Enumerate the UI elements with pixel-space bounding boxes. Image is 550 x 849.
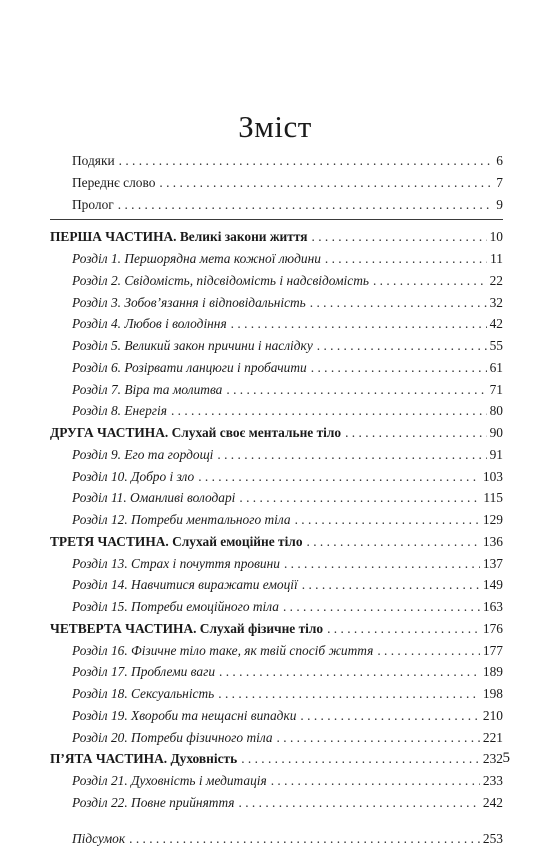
dot-leader	[118, 194, 494, 216]
entry-label: Підсумок	[50, 828, 125, 849]
entry-page: 177	[483, 640, 503, 662]
toc-chapter[interactable]	[50, 357, 503, 379]
chapter-label: Розділ 6. Розірвати ланцюги і пробачити	[50, 357, 307, 379]
dot-leader	[373, 270, 487, 292]
entry-page: 137	[483, 553, 503, 575]
chapter-label: Розділ 20. Потреби фізичного тіла	[50, 727, 273, 749]
toc-chapter[interactable]	[50, 553, 503, 575]
part-label: ТРЕТЯ ЧАСТИНА. Слухай емоційне тіло	[50, 531, 303, 553]
dot-leader	[283, 596, 480, 618]
entry-page: 42	[490, 313, 503, 335]
chapter-label: Розділ 8. Енергія	[50, 400, 167, 422]
dot-leader	[129, 828, 480, 849]
chapter-label: Розділ 18. Сексуальність	[50, 683, 214, 705]
toc-part-5[interactable]	[50, 748, 503, 770]
entry-page: 61	[490, 357, 503, 379]
toc-part-3[interactable]	[50, 531, 503, 553]
dot-leader	[295, 509, 480, 531]
toc-chapter[interactable]	[50, 683, 503, 705]
dot-leader	[159, 172, 493, 194]
chapter-label: Розділ 17. Проблеми ваги	[50, 661, 215, 683]
dot-leader	[345, 422, 487, 444]
dot-leader	[300, 705, 479, 727]
chapter-label: Розділ 12. Потреби ментального тіла	[50, 509, 291, 531]
chapter-label: Розділ 2. Свідомість, підсвідомість і надсвідомість	[50, 270, 369, 292]
dot-leader	[310, 292, 487, 314]
toc-chapter[interactable]	[50, 292, 503, 314]
toc-part-4[interactable]	[50, 618, 503, 640]
toc-chapter[interactable]	[50, 335, 503, 357]
dot-leader	[198, 466, 480, 488]
chapter-label: Розділ 16. Фізичне тіло таке, як твій спосіб життя	[50, 640, 373, 662]
dot-leader	[271, 770, 480, 792]
entry-page: 32	[490, 292, 503, 314]
table-of-contents	[50, 150, 503, 849]
part-label: ПЕРША ЧАСТИНА. Великі закони життя	[50, 226, 308, 248]
toc-entry-foreword[interactable]	[50, 172, 503, 194]
page-number: 5	[490, 748, 510, 768]
chapter-label: Розділ 19. Хвороби та нещасні випадки	[50, 705, 296, 727]
chapter-label: Розділ 11. Оманливі володарі	[50, 487, 235, 509]
chapter-label: Розділ 10. Добро і зло	[50, 466, 194, 488]
toc-chapter[interactable]	[50, 661, 503, 683]
entry-label: Переднє слово	[50, 172, 155, 194]
toc-title: Зміст	[0, 107, 550, 147]
dot-leader	[171, 400, 487, 422]
dot-leader	[311, 357, 487, 379]
dot-leader	[277, 727, 480, 749]
toc-chapter[interactable]	[50, 596, 503, 618]
part-label: П’ЯТА ЧАСТИНА. Духовність	[50, 748, 237, 770]
dot-leader	[325, 248, 487, 270]
toc-chapter[interactable]	[50, 444, 503, 466]
entry-page: 129	[483, 509, 503, 531]
chapter-label: Розділ 13. Страх і почуття провини	[50, 553, 280, 575]
chapter-label: Розділ 5. Великий закон причини і наслідку	[50, 335, 313, 357]
entry-page: 55	[490, 335, 503, 357]
entry-page: 115	[483, 487, 503, 509]
toc-chapter[interactable]	[50, 400, 503, 422]
toc-entry-prologue[interactable]	[50, 194, 503, 216]
entry-page: 80	[490, 400, 503, 422]
dot-leader	[239, 792, 480, 814]
dot-leader	[317, 335, 487, 357]
toc-chapter[interactable]	[50, 487, 503, 509]
entry-page: 71	[490, 379, 503, 401]
entry-page: 232	[483, 748, 503, 770]
dot-leader	[302, 574, 480, 596]
dot-leader	[226, 379, 486, 401]
chapter-label: Розділ 21. Духовність і медитація	[50, 770, 267, 792]
toc-entry-summary[interactable]	[50, 828, 503, 849]
chapter-label: Розділ 22. Повне прийняття	[50, 792, 235, 814]
toc-chapter[interactable]	[50, 770, 503, 792]
toc-chapter[interactable]	[50, 270, 503, 292]
dot-leader	[284, 553, 480, 575]
entry-page: 221	[483, 727, 503, 749]
entry-page: 242	[483, 792, 503, 814]
entry-page: 90	[490, 422, 503, 444]
entry-page: 103	[483, 466, 503, 488]
part-label: ЧЕТВЕРТА ЧАСТИНА. Слухай фізичне тіло	[50, 618, 323, 640]
toc-chapter[interactable]	[50, 792, 503, 814]
dot-leader	[327, 618, 480, 640]
chapter-label: Розділ 7. Віра та молитва	[50, 379, 222, 401]
entry-page: 163	[483, 596, 503, 618]
entry-page: 189	[483, 661, 503, 683]
chapter-label: Розділ 9. Его та гордощі	[50, 444, 213, 466]
toc-chapter[interactable]	[50, 705, 503, 727]
toc-part-1[interactable]	[50, 226, 503, 248]
entry-page: 7	[496, 172, 503, 194]
divider-rule	[50, 219, 503, 220]
chapter-label: Розділ 1. Першорядна мета кожної людини	[50, 248, 321, 270]
entry-page: 198	[483, 683, 503, 705]
entry-page: 136	[483, 531, 503, 553]
entry-page: 253	[483, 828, 503, 849]
toc-chapter[interactable]	[50, 574, 503, 596]
entry-page: 11	[490, 248, 503, 270]
toc-chapter[interactable]	[50, 313, 503, 335]
entry-page: 210	[483, 705, 503, 727]
dot-leader	[119, 150, 494, 172]
toc-chapter[interactable]	[50, 640, 503, 662]
dot-leader	[307, 531, 480, 553]
entry-page: 233	[483, 770, 503, 792]
entry-page: 176	[483, 618, 503, 640]
chapter-label: Розділ 14. Навчитися виражати емоції	[50, 574, 298, 596]
entry-page: 22	[490, 270, 503, 292]
dot-leader	[312, 226, 487, 248]
entry-label: Подяки	[50, 150, 115, 172]
toc-part-2[interactable]	[50, 422, 503, 444]
dot-leader	[217, 444, 486, 466]
toc-chapter[interactable]	[50, 727, 503, 749]
toc-chapter[interactable]	[50, 379, 503, 401]
toc-entry-acknowledgements[interactable]	[50, 150, 503, 172]
entry-page: 149	[483, 574, 503, 596]
part-label: ДРУГА ЧАСТИНА. Слухай своє ментальне тіло	[50, 422, 341, 444]
toc-chapter[interactable]	[50, 466, 503, 488]
chapter-label: Розділ 15. Потреби емоційного тіла	[50, 596, 279, 618]
entry-page: 10	[490, 226, 503, 248]
entry-page: 9	[496, 194, 503, 216]
dot-leader	[377, 640, 480, 662]
dot-leader	[241, 748, 480, 770]
dot-leader	[218, 683, 480, 705]
entry-label: Пролог	[50, 194, 114, 216]
spacer	[50, 814, 503, 828]
dot-leader	[219, 661, 480, 683]
dot-leader	[231, 313, 487, 335]
chapter-label: Розділ 3. Зобов’язання і відповідальність	[50, 292, 306, 314]
toc-chapter[interactable]	[50, 509, 503, 531]
toc-chapter[interactable]	[50, 248, 503, 270]
entry-page: 6	[496, 150, 503, 172]
chapter-label: Розділ 4. Любов і володіння	[50, 313, 227, 335]
dot-leader	[239, 487, 480, 509]
entry-page: 91	[490, 444, 503, 466]
